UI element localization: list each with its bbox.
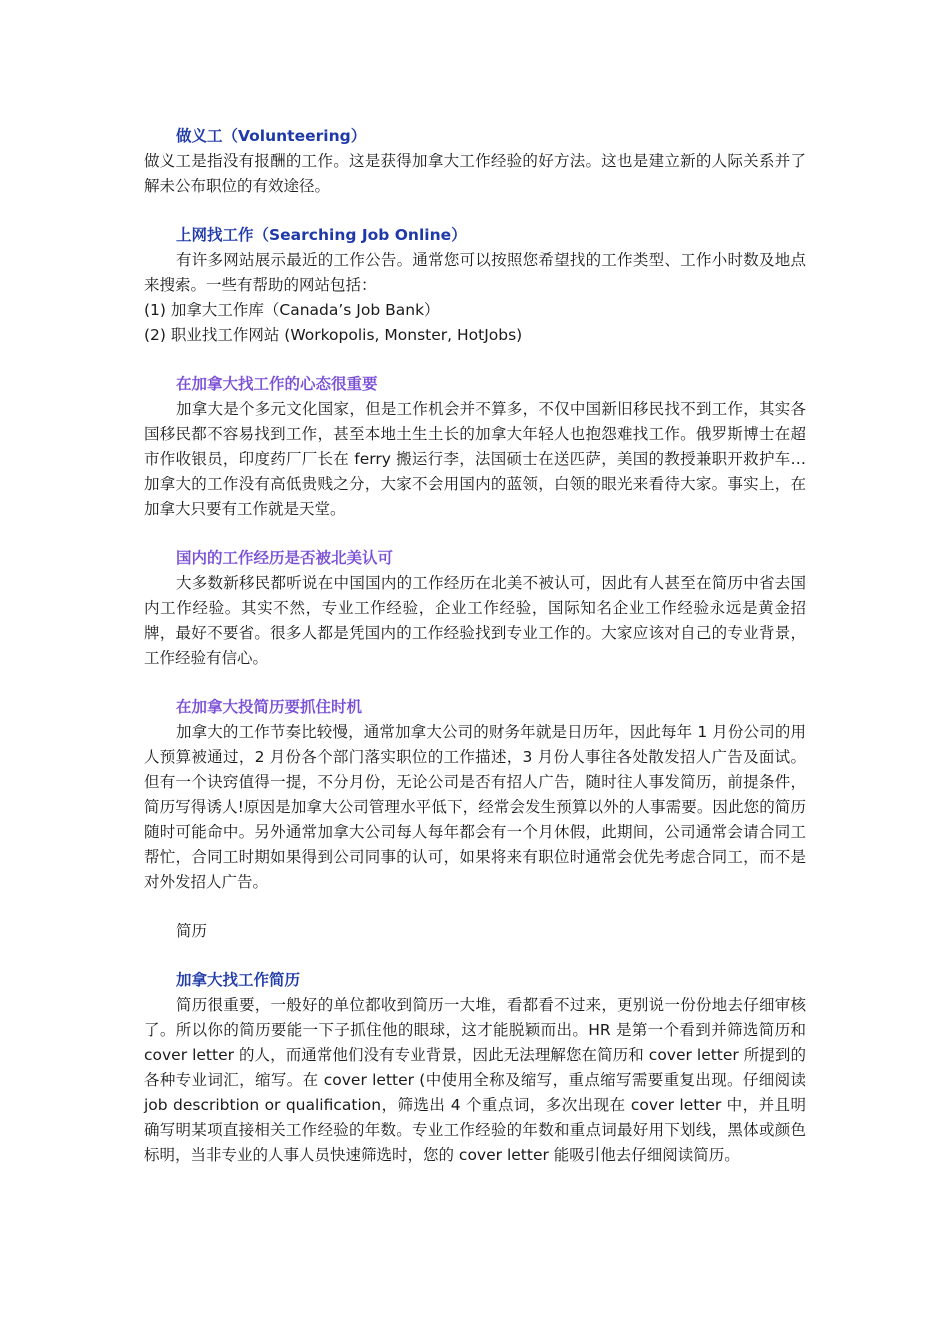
section-volunteering	[144, 124, 806, 199]
section-heading: 在加拿大投简历要抓住时机	[176, 698, 363, 716]
section-canada-resume	[144, 968, 806, 1168]
section-domestic-experience	[144, 546, 806, 671]
section-body: 做义工是指没有报酬的工作。这是获得加拿大工作经验的好方法。这也是建立新的人际关系并了解未公布职位的有效途径。	[144, 152, 806, 195]
section-heading: 国内的工作经历是否被北美认可	[176, 549, 394, 567]
section-heading: 加拿大找工作简历	[176, 971, 301, 989]
list-item: (2) 职业找工作网站 (Workopolis, Monster, HotJobs)	[144, 326, 523, 344]
section-heading: 上网找工作（Searching Job Online）	[176, 226, 467, 244]
section-resume-title	[144, 919, 806, 944]
section-heading: 简历	[176, 922, 208, 940]
section-heading: 做义工（Volunteering）	[176, 127, 367, 145]
section-body: 加拿大是个多元文化国家，但是工作机会并不算多，不仅中国新旧移民找不到工作，其实各国移民都不容易找到工作，甚至本地土生土长的加拿大年轻人也抱怨难找工作。俄罗斯博士在超市作收银员，印度药厂厂长在 ferry 搬运行李，法国硕士在送匹萨，美国的教授兼职开救护车…加拿大的工作没有高低贵贱之分，大家不会用国内的蓝领，白领的眼光来看待大家。事实上，在加拿大只要有工作就是天堂。	[144, 400, 806, 518]
section-body: 简历很重要，一般好的单位都收到简历一大堆，看都看不过来，更别说一份份地去仔细审核了。所以你的简历要能一下子抓住他的眼球，这才能脱颖而出。HR 是第一个看到并筛选简历和 cover letter 的人，而通常他们没有专业背景，因此无法理解您在简历和 cover letter 所提到的各种专业词汇，缩写。在 cover letter (中使用全称及缩写，重点缩写需要重复出现。仔细阅读 job describtion or qualification，筛选出 4 个重点词，多次出现在 cover letter 中，并且明确写明某项直接相关工作经验的年数。专业工作经验的年数和重点词最好用下划线，黑体或颜色标明，当非专业的人事人员快速筛选时，您的 cover letter 能吸引他去仔细阅读简历。	[144, 996, 806, 1164]
section-body: 加拿大的工作节奏比较慢，通常加拿大公司的财务年就是日历年，因此每年 1 月份公司的用人预算被通过，2 月份各个部门落实职位的工作描述，3 月份人事往各处散发招人广告及面试。但有一个诀窍值得一提，不分月份，无论公司是否有招人广告，随时往人事发简历，前提条件，简历写得诱人!原因是加拿大公司管理水平低下，经常会发生预算以外的人事需要。因此您的简历随时可能命中。另外通常加拿大公司每人每年都会有一个月休假，此期间，公司通常会请合同工帮忙，合同工时期如果得到公司同事的认可，如果将来有职位时通常会优先考虑合同工，而不是对外发招人广告。	[144, 723, 806, 891]
list-item: (1) 加拿大工作库（Canada’s Job Bank）	[144, 301, 440, 319]
section-searching-job-online	[144, 223, 806, 348]
section-resume-timing	[144, 695, 806, 895]
document-page	[144, 124, 806, 1192]
section-body: 有许多网站展示最近的工作公告。通常您可以按照您希望找的工作类型、工作小时数及地点来搜索。一些有帮助的网站包括：	[144, 251, 806, 294]
section-mindset	[144, 372, 806, 522]
section-body: 大多数新移民都听说在中国国内的工作经历在北美不被认可，因此有人甚至在简历中省去国内工作经验。其实不然，专业工作经验，企业工作经验，国际知名企业工作经验永远是黄金招牌，最好不要省。很多人都是凭国内的工作经验找到专业工作的。大家应该对自己的专业背景，工作经验有信心。	[144, 574, 806, 667]
section-heading: 在加拿大找工作的心态很重要	[176, 375, 378, 393]
